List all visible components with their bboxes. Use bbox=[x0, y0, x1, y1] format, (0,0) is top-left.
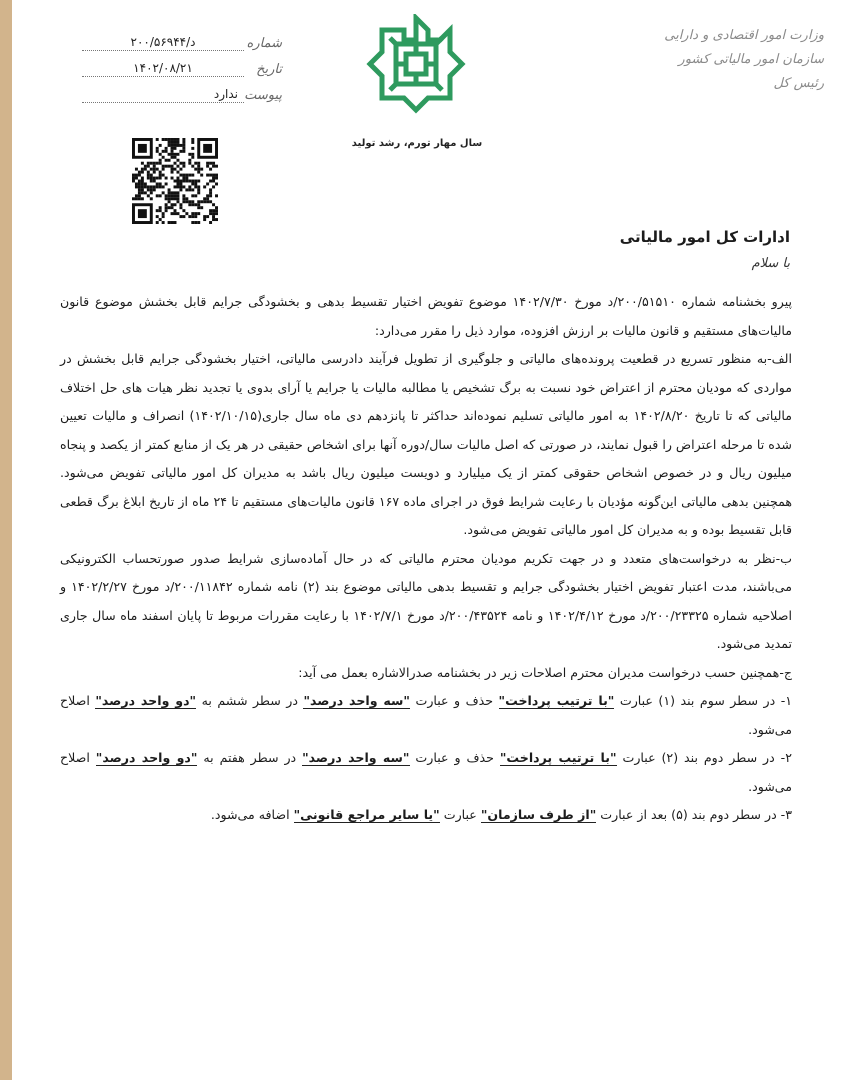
greeting: با سلام bbox=[751, 256, 790, 271]
amendment-item-3: ۳- در سطر دوم بند (۵) بعد از عبارت "از طرف سازمان" عبارت "یا سایر مراجع قانونی" اضافه می‌شود. bbox=[210, 807, 792, 822]
letter-page bbox=[12, 0, 848, 1080]
paragraph-a: الف-به منظور تسریع در قطعیت پرونده‌های مالیاتی و جلوگیری از تطویل فرآیند دادرسی مالیاتی، اختیار بخشودگی جرایم قابل بخشش در مواردی که مودیان محترم از اعتراض خود نسبت به برگ تشخیص یا مطالبه مالیات یا جرایم یا آرای بدوی یا تجدید نظر هیات های حل اختلاف مالیاتی که تا تاریخ ۱۴۰۲/۸/۲۰ به امور مالیاتی تسلیم نموده‌اند حداکثر تا پانزدهم دی ماه سال جاری(۱۴۰۲/۱۰/۱۵) انصراف و مالیات تعیین شده تا مرحله اعتراض را قبول نمایند، در صورتی که اصل مالیات سال/دوره آنها برای اشخاص حقیقی در هر یک از منابع کمتر از یکصد و پنجاه میلیون ریال و در خصوص اشخاص حقوقی کمتر از یک میلیارد و دویست میلیون ریال باشد به مدیران کل امور مالیاتی تفویض می‌شود. همچنین بدهی مالیاتی این‌گونه مؤدیان با رعایت شرایط فوق در اجرای ماده ۱۶۷ قانون مالیات‌های مستقیم تا ۲۴ ماه از تاریخ ابلاغ برگ قطعی قابل تقسیط بوده و به مدیران کل امور مالیاتی تفویض می‌شود. bbox=[60, 351, 792, 537]
sender-block bbox=[624, 24, 824, 96]
letter-body bbox=[60, 288, 792, 830]
date-row bbox=[82, 56, 282, 82]
inta-emblem-icon bbox=[366, 14, 466, 114]
number-value: ۲۰۰/۵۶۹۴۴/د bbox=[82, 35, 244, 51]
amendment-item-1: ۱- در سطر سوم بند (۱) عبارت "با ترتیب پرداخت" حذف و عبارت "سه واحد درصد" در سطر ششم به "دو واحد درصد" اصلاح می‌شود. bbox=[60, 693, 793, 737]
sender-line: سازمان امور مالیاتی کشور bbox=[678, 52, 824, 67]
quoted-phrase: "دو واحد درصد" bbox=[95, 750, 198, 765]
quoted-phrase: "یا سایر مراجع قانونی" bbox=[293, 807, 440, 822]
recipient: ادارات کل امور مالیاتی bbox=[619, 228, 790, 246]
sender-line: رئیس کل bbox=[773, 76, 824, 91]
page-edge bbox=[0, 0, 12, 1080]
sender-line: وزارت امور اقتصادی و دارایی bbox=[664, 28, 824, 43]
attachment-label: پیوست bbox=[244, 87, 282, 103]
number-row bbox=[82, 30, 282, 56]
quoted-phrase: "دو واحد درصد" bbox=[95, 693, 197, 708]
qr-code-icon bbox=[132, 138, 218, 224]
paragraph-c: ج-همچنین حسب درخواست مدیران محترم اصلاحات زیر در بخشنامه صدرالاشاره بعمل می آید: bbox=[298, 664, 792, 680]
quoted-phrase: "با ترتیب پرداخت" bbox=[498, 693, 615, 708]
number-label: شماره bbox=[246, 35, 282, 51]
quoted-phrase: "سه واحد درصد" bbox=[302, 750, 410, 765]
quoted-phrase: "با ترتیب پرداخت" bbox=[499, 750, 617, 765]
quoted-phrase: "سه واحد درصد" bbox=[303, 693, 410, 708]
intro-paragraph: پیرو بخشنامه شماره ۲۰۰/۵۱۵۱۰/د مورخ ۱۴۰۲/۷/۳۰ موضوع تفویض اختیار تقسیط بدهی و بخشودگی جرایم قابل بخشش موضوع قانون مالیات‌های مستقیم و قانون مالیات بر ارزش افزوده، موارد ذیل را مقرر می‌دارد: bbox=[60, 294, 793, 338]
year-slogan: سال مهار تورم، رشد تولید bbox=[351, 138, 483, 149]
attachment-row bbox=[82, 82, 282, 108]
date-value: ۱۴۰۲/۰۸/۲۱ bbox=[82, 61, 244, 77]
letter-meta bbox=[82, 30, 282, 108]
attachment-value: ندارد bbox=[82, 87, 244, 103]
amendment-item-2: ۲- در سطر دوم بند (۲) عبارت "با ترتیب پرداخت" حذف و عبارت "سه واحد درصد" در سطر هفتم به "دو واحد درصد" اصلاح می‌شود. bbox=[60, 750, 792, 794]
paragraph-b: ب-نظر به درخواست‌های متعدد و در جهت تکریم مودیان محترم مالیاتی که در حال آماده‌سازی شرایط صدور صورتحساب الکترونیکی می‌باشند، مدت اعتبار تفویض اختیار بخشودگی جرایم و تقسیط بدهی مالیاتی موضوع بند (۲) نامه شماره ۲۰۰/۱۱۸۴۲/د مورخ ۱۴۰۲/۲/۲۷ و اصلاحیه شماره ۲۰۰/۲۳۳۲۵/د مورخ ۱۴۰۲/۴/۱۲ و نامه ۲۰۰/۴۳۵۲۴/د مورخ ۱۴۰۲/۷/۱ با رعایت مقررات مربوط تا پایان اسفند ماه سال جاری تمدید می‌شود. bbox=[60, 550, 792, 651]
date-label: تاریخ bbox=[256, 61, 282, 77]
quoted-phrase: "از طرف سازمان" bbox=[480, 807, 597, 822]
